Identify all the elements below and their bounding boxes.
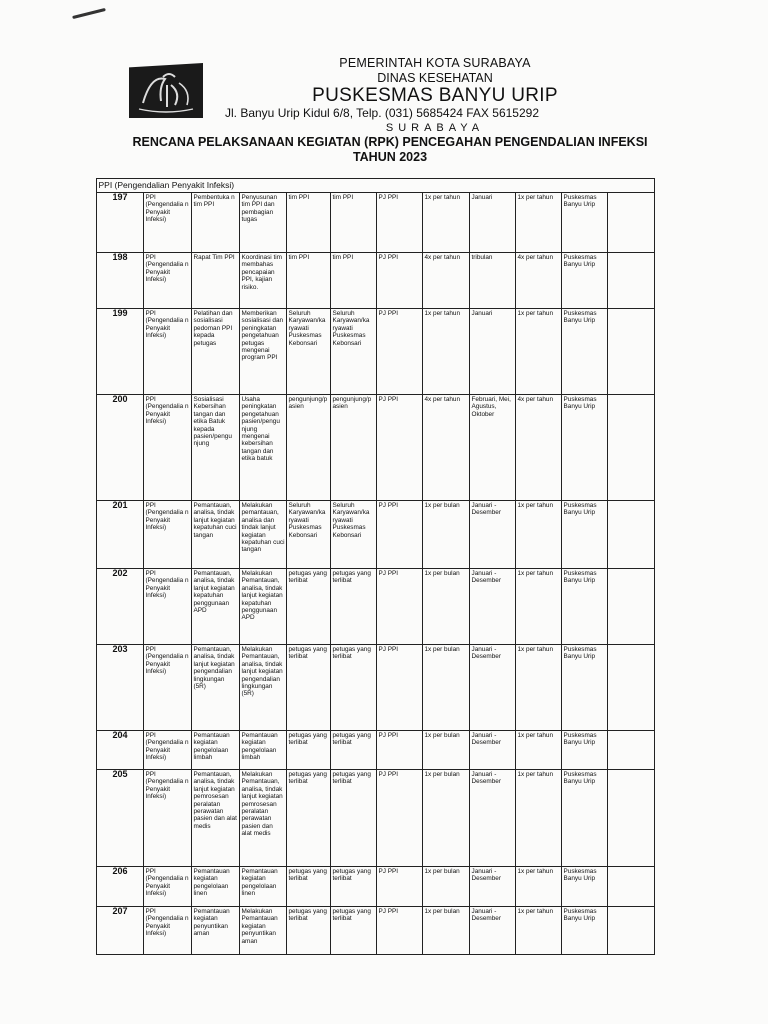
jadwal-cell: Januari - Desember (470, 645, 516, 731)
jadwal-cell: Januari - Desember (470, 770, 516, 867)
activity-table (96, 178, 655, 955)
sasaran-cell: tim PPI (287, 253, 331, 309)
pj-cell: PJ PPI (377, 309, 423, 395)
sasaran-cell: petugas yang terlibat (287, 907, 331, 955)
uraian-cell: Melakukan Pemantauan, analisa, tindak lanjut kegiatan kepatuhan penggunaan APD (240, 569, 287, 645)
lokasi-cell: Puskesmas Banyu Urip (562, 569, 608, 645)
uraian-cell: Penyusunan tim PPI dan pembagian tugas (240, 193, 287, 253)
uraian-cell: Melakukan Pemantauan, analisa, tindak lanjut kegiatan pengendalian lingkungan (5R) (240, 645, 287, 731)
lokasi-cell: Puskesmas Banyu Urip (562, 253, 608, 309)
pj-cell: PJ PPI (377, 907, 423, 955)
row-number: 202 (97, 569, 144, 645)
document-title (110, 135, 670, 165)
program-cell: PPI (Pengendalia n Penyakit Infeksi) (144, 501, 192, 569)
volume2-cell: 4x per tahun (516, 253, 562, 309)
jadwal-cell: Januari - Desember (470, 731, 516, 770)
target-cell: pengunjung/p asien (331, 395, 377, 501)
table-row (97, 731, 655, 770)
uraian-cell: Usaha peningkatan pengetahuan pasien/pengu njung mengenai kebersihan tangan dan etika batuk (240, 395, 287, 501)
table-row (97, 770, 655, 867)
volume-cell: 1x per bulan (423, 907, 470, 955)
lokasi-cell: Puskesmas Banyu Urip (562, 731, 608, 770)
lokasi-cell: Puskesmas Banyu Urip (562, 770, 608, 867)
sasaran-cell: petugas yang terlibat (287, 569, 331, 645)
volume2-cell: 1x per tahun (516, 907, 562, 955)
volume-cell: 4x per tahun (423, 253, 470, 309)
jadwal-cell: Januari (470, 193, 516, 253)
target-cell: petugas yang terlibat (331, 770, 377, 867)
program-cell: PPI (Pengendalia n Penyakit Infeksi) (144, 907, 192, 955)
uraian-cell: Melakukan Pemantauan kegiatan penyuntikan aman (240, 907, 287, 955)
pj-cell: PJ PPI (377, 569, 423, 645)
pj-cell: PJ PPI (377, 867, 423, 907)
empty-cell (608, 253, 655, 309)
empty-cell (608, 645, 655, 731)
program-cell: PPI (Pengendalia n Penyakit Infeksi) (144, 867, 192, 907)
program-cell: PPI (Pengendalia n Penyakit Infeksi) (144, 569, 192, 645)
uraian-cell: Melakukan pemantauan, analisa dan tindak lanjut kegiatan kepatuhan cuci tangan (240, 501, 287, 569)
sasaran-cell: petugas yang terlibat (287, 645, 331, 731)
uraian-cell: Memberikan sosialisasi dan peningkatan pengetahuan petugas mengenai program PPI (240, 309, 287, 395)
row-number: 197 (97, 193, 144, 253)
program-cell: PPI (Pengendalia n Penyakit Infeksi) (144, 645, 192, 731)
program-cell: PPI (Pengendalia n Penyakit Infeksi) (144, 731, 192, 770)
kegiatan-cell: Pembentuka n tim PPI (192, 193, 240, 253)
sasaran-cell: Seluruh Karyawan/ka ryawati Puskesmas Kebonsari (287, 501, 331, 569)
volume-cell: 1x per bulan (423, 501, 470, 569)
kegiatan-cell: Rapat Tim PPI (192, 253, 240, 309)
uraian-cell: Pemantauan kegiatan pengelolaan limbah (240, 731, 287, 770)
program-cell: PPI (Pengendalia n Penyakit Infeksi) (144, 395, 192, 501)
volume-cell: 1x per bulan (423, 770, 470, 867)
kegiatan-cell: Sosialisasi Kebersihan tangan dan etika Batuk kepada pasien/pengu njung (192, 395, 240, 501)
section-label: PPI (Pengendalian Penyakit Infeksi) (97, 179, 655, 193)
jadwal-cell: tribulan (470, 253, 516, 309)
pj-cell: PJ PPI (377, 770, 423, 867)
header-line2: DINAS KESEHATAN (377, 71, 493, 85)
target-cell: petugas yang terlibat (331, 731, 377, 770)
jadwal-cell: Januari - Desember (470, 867, 516, 907)
uraian-cell: Koordinasi tim membahas pencapaian PPI, kajian risiko. (240, 253, 287, 309)
pj-cell: PJ PPI (377, 253, 423, 309)
program-cell: PPI (Pengendalia n Penyakit Infeksi) (144, 193, 192, 253)
row-number: 207 (97, 907, 144, 955)
header-line1: PEMERINTAH KOTA SURABAYA (339, 56, 531, 70)
pj-cell: PJ PPI (377, 395, 423, 501)
volume2-cell: 1x per tahun (516, 645, 562, 731)
volume-cell: 1x per bulan (423, 731, 470, 770)
volume-cell: 1x per tahun (423, 193, 470, 253)
row-number: 206 (97, 867, 144, 907)
volume2-cell: 1x per tahun (516, 501, 562, 569)
jadwal-cell: Januari - Desember (470, 501, 516, 569)
target-cell: petugas yang terlibat (331, 645, 377, 731)
table-row (97, 645, 655, 731)
table-row (97, 193, 655, 253)
empty-cell (608, 731, 655, 770)
pj-cell: PJ PPI (377, 193, 423, 253)
empty-cell (608, 193, 655, 253)
row-number: 204 (97, 731, 144, 770)
sasaran-cell: petugas yang terlibat (287, 867, 331, 907)
section-row (97, 179, 655, 193)
kegiatan-cell: Pemantauan, analisa, tindak lanjut kegiatan pengendalian lingkungan (5R) (192, 645, 240, 731)
volume2-cell: 1x per tahun (516, 770, 562, 867)
header-address: Jl. Banyu Urip Kidul 6/8, Telp. (031) 5685424 FAX 5615292 (225, 106, 539, 120)
volume-cell: 4x per tahun (423, 395, 470, 501)
program-cell: PPI (Pengendalia n Penyakit Infeksi) (144, 770, 192, 867)
empty-cell (608, 395, 655, 501)
table-row (97, 569, 655, 645)
document-title-line1: RENCANA PELAKSANAAN KEGIATAN (RPK) PENCEGAHAN PENGENDALIAN INFEKSI (132, 135, 648, 149)
empty-cell (608, 770, 655, 867)
program-cell: PPI (Pengendalia n Penyakit Infeksi) (144, 253, 192, 309)
table-row (97, 501, 655, 569)
table-row (97, 395, 655, 501)
kegiatan-cell: Pemantauan, analisa, tindak lanjut kegiatan kepatuhan cuci tangan (192, 501, 240, 569)
kegiatan-cell: Pemantauan, analisa, tindak lanjut kegiatan pemrosesan peralatan perawatan pasien dan alat medis (192, 770, 240, 867)
lokasi-cell: Puskesmas Banyu Urip (562, 193, 608, 253)
jadwal-cell: Januari - Desember (470, 907, 516, 955)
volume2-cell: 4x per tahun (516, 395, 562, 501)
header-line3: PUSKESMAS BANYU URIP (312, 85, 558, 106)
empty-cell (608, 501, 655, 569)
kegiatan-cell: Pemantauan, analisa, tindak lanjut kegiatan kepatuhan penggunaan APD (192, 569, 240, 645)
volume-cell: 1x per bulan (423, 645, 470, 731)
row-number: 205 (97, 770, 144, 867)
volume2-cell: 1x per tahun (516, 867, 562, 907)
volume2-cell: 1x per tahun (516, 309, 562, 395)
target-cell: Seluruh Karyawan/ka ryawati Puskesmas Kebonsari (331, 309, 377, 395)
empty-cell (608, 569, 655, 645)
uraian-cell: Melakukan Pemantauan, analisa, tindak lanjut kegiatan pemrosesan peralatan perawatan pasien dan alat medis (240, 770, 287, 867)
lokasi-cell: Puskesmas Banyu Urip (562, 309, 608, 395)
uraian-cell: Pemantauan kegiatan pengelolaan linen (240, 867, 287, 907)
target-cell: petugas yang terlibat (331, 867, 377, 907)
table-row (97, 253, 655, 309)
target-cell: tim PPI (331, 253, 377, 309)
row-number: 198 (97, 253, 144, 309)
lokasi-cell: Puskesmas Banyu Urip (562, 867, 608, 907)
table-row (97, 907, 655, 955)
sasaran-cell: tim PPI (287, 193, 331, 253)
target-cell: Seluruh Karyawan/ka ryawati Puskesmas Kebonsari (331, 501, 377, 569)
empty-cell (608, 309, 655, 395)
pen-mark (72, 8, 106, 19)
header-city: SURABAYA (385, 122, 485, 134)
letterhead (215, 56, 655, 136)
lokasi-cell: Puskesmas Banyu Urip (562, 501, 608, 569)
kegiatan-cell: Pemantauan kegiatan pengelolaan linen (192, 867, 240, 907)
row-number: 201 (97, 501, 144, 569)
target-cell: tim PPI (331, 193, 377, 253)
pj-cell: PJ PPI (377, 645, 423, 731)
surabaya-crest-icon (129, 63, 203, 118)
jadwal-cell: Januari (470, 309, 516, 395)
kegiatan-cell: Pemantauan kegiatan penyuntikan aman (192, 907, 240, 955)
volume-cell: 1x per bulan (423, 569, 470, 645)
target-cell: petugas yang terlibat (331, 907, 377, 955)
program-cell: PPI (Pengendalia n Penyakit Infeksi) (144, 309, 192, 395)
empty-cell (608, 867, 655, 907)
volume2-cell: 1x per tahun (516, 731, 562, 770)
volume-cell: 1x per bulan (423, 867, 470, 907)
lokasi-cell: Puskesmas Banyu Urip (562, 645, 608, 731)
lokasi-cell: Puskesmas Banyu Urip (562, 907, 608, 955)
kegiatan-cell: Pelatihan dan sosialisasi pedoman PPI kepada petugas (192, 309, 240, 395)
kegiatan-cell: Pemantauan kegiatan pengelolaan limbah (192, 731, 240, 770)
sasaran-cell: Seluruh Karyawan/ka ryawati Puskesmas Kebonsari (287, 309, 331, 395)
pj-cell: PJ PPI (377, 501, 423, 569)
pj-cell: PJ PPI (377, 731, 423, 770)
volume2-cell: 1x per tahun (516, 569, 562, 645)
document-title-line2: TAHUN 2023 (352, 150, 428, 164)
target-cell: petugas yang terlibat (331, 569, 377, 645)
table-row (97, 309, 655, 395)
volume2-cell: 1x per tahun (516, 193, 562, 253)
volume-cell: 1x per tahun (423, 309, 470, 395)
jadwal-cell: Februari, Mei, Agustus, Oktober (470, 395, 516, 501)
row-number: 203 (97, 645, 144, 731)
table-row (97, 867, 655, 907)
row-number: 200 (97, 395, 144, 501)
sasaran-cell: petugas yang terlibat (287, 731, 331, 770)
jadwal-cell: Januari - Desember (470, 569, 516, 645)
lokasi-cell: Puskesmas Banyu Urip (562, 395, 608, 501)
row-number: 199 (97, 309, 144, 395)
sasaran-cell: pengunjung/p asien (287, 395, 331, 501)
sasaran-cell: petugas yang terlibat (287, 770, 331, 867)
empty-cell (608, 907, 655, 955)
